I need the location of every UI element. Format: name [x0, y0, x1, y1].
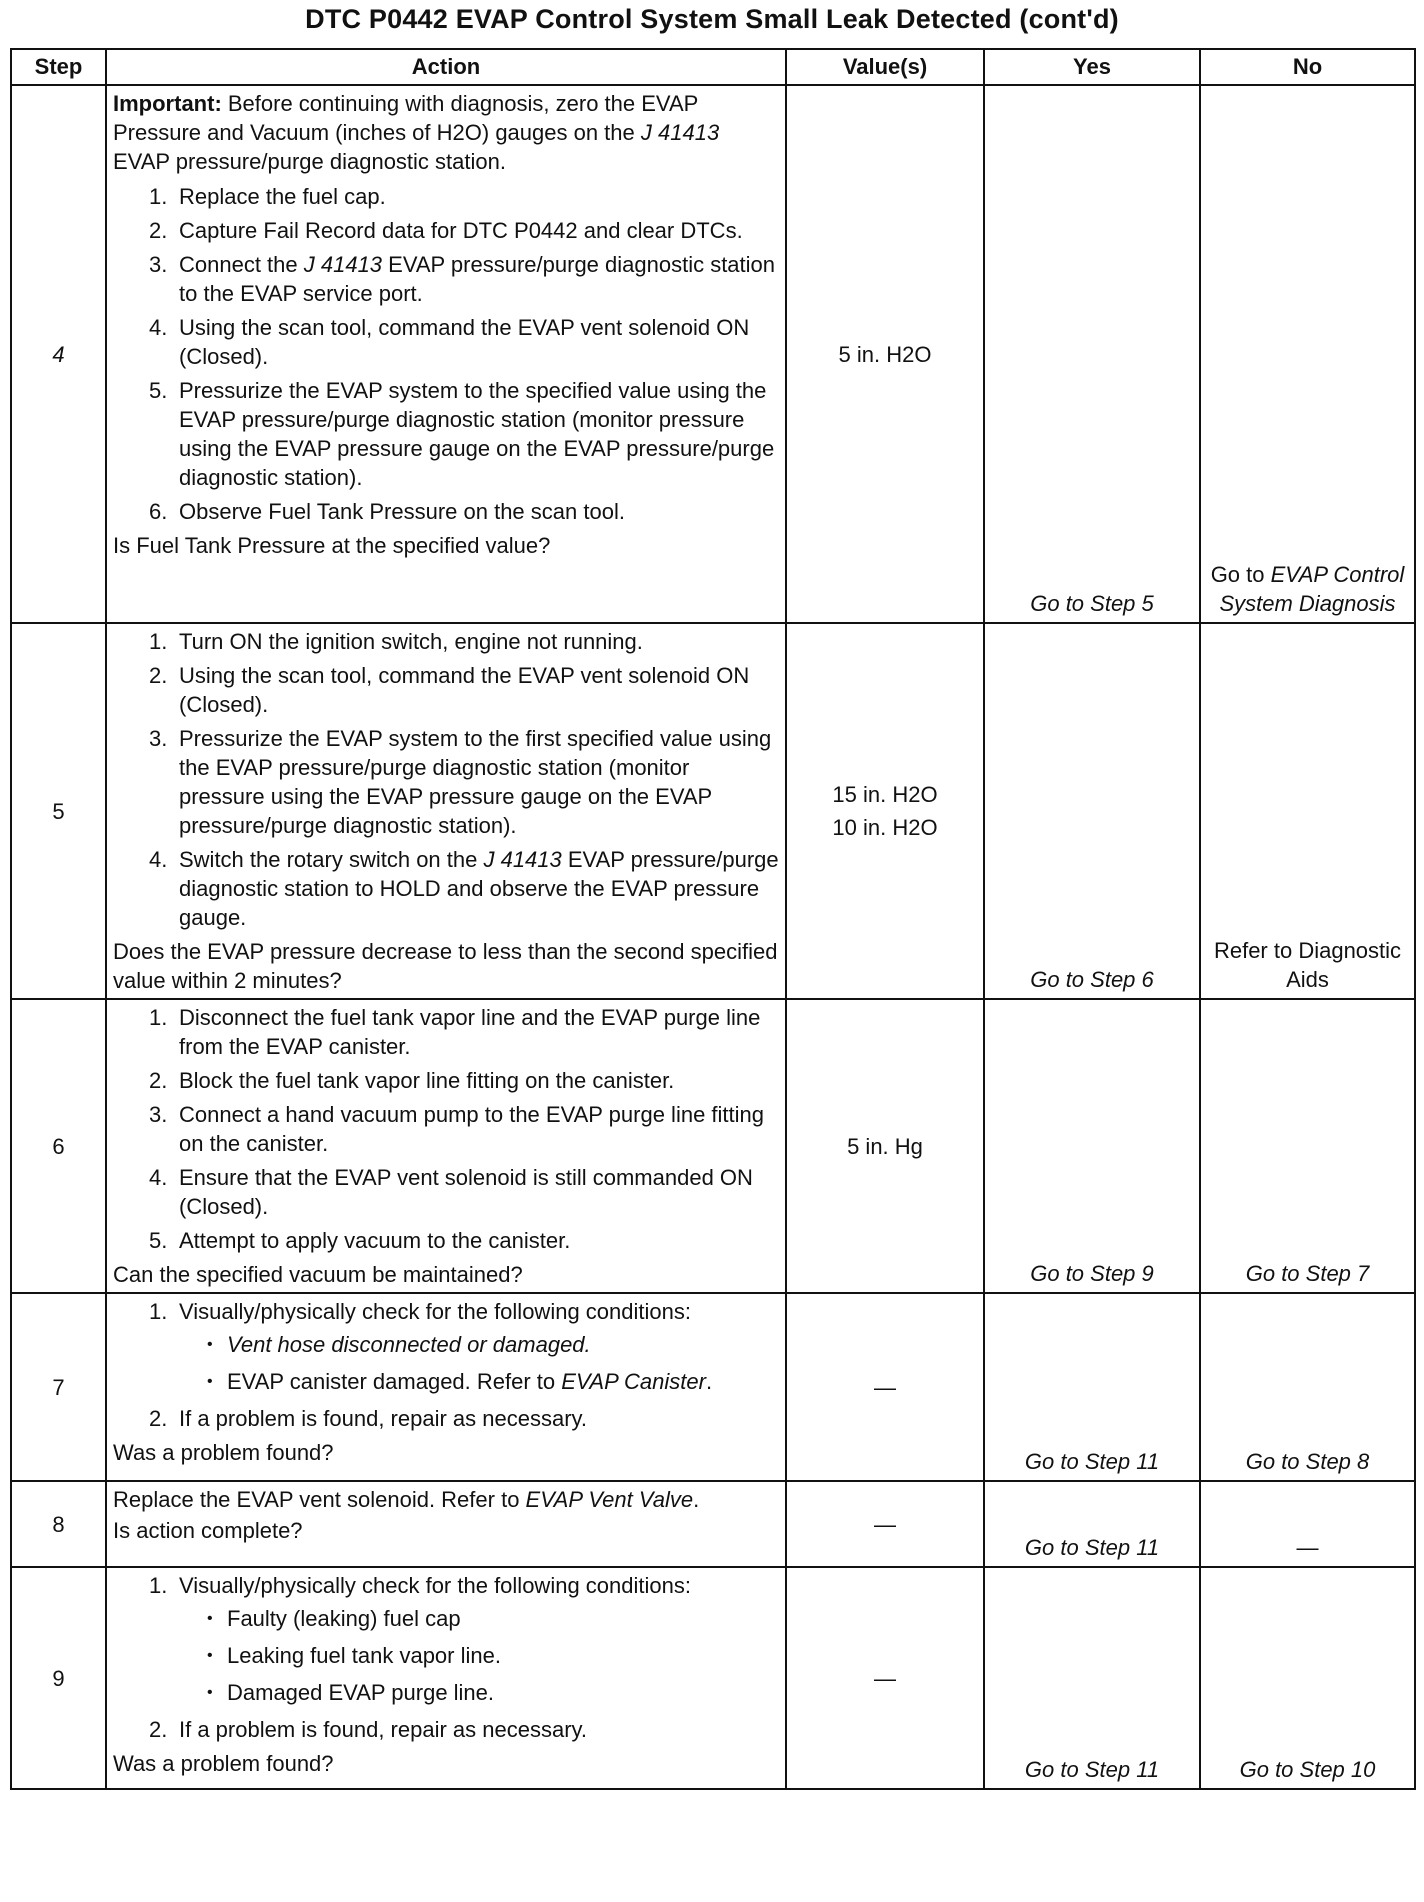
table-row	[11, 999, 1415, 1293]
no-cell: Go to EVAP Control System Diagnosis	[1200, 85, 1415, 623]
step-number: 6	[11, 999, 106, 1293]
procedure-link: EVAP Control System Diagnosis	[1219, 562, 1405, 616]
list-item: • Damaged EVAP purge line.	[207, 1678, 779, 1707]
tool-ref: J 41413	[303, 252, 383, 277]
value-cell: —	[786, 1481, 984, 1567]
action-cell	[106, 1481, 786, 1567]
page-title: DTC P0442 EVAP Control System Small Leak Detected (cont'd)	[305, 4, 1119, 34]
list-item: 2. If a problem is found, repair as necessary.	[149, 1406, 588, 1431]
list-item: 1. Replace the fuel cap.	[149, 184, 386, 209]
yes-cell: Go to Step 5	[984, 85, 1200, 623]
no-cell: Refer to Diagnostic Aids	[1200, 623, 1415, 999]
question: Is action complete?	[113, 1518, 303, 1543]
procedure-link: EVAP Canister	[561, 1369, 706, 1394]
list-item: 2. Block the fuel tank vapor line fitting on the canister.	[149, 1068, 675, 1093]
no-cell: Go to Step 7	[1200, 999, 1415, 1293]
yes-cell: Go to Step 11	[984, 1567, 1200, 1789]
question: Was a problem found?	[113, 1440, 334, 1465]
step-number: 7	[11, 1293, 106, 1481]
procedure-list	[113, 1003, 779, 1255]
question: Does the EVAP pressure decrease to less than the second specified value within 2 minutes?	[113, 939, 778, 993]
action-cell	[106, 999, 786, 1293]
yes-cell: Go to Step 9	[984, 999, 1200, 1293]
condition-list	[179, 1604, 779, 1707]
header-no: No	[1200, 49, 1415, 85]
question: Can the specified vacuum be maintained?	[113, 1262, 523, 1287]
value-cell: —	[786, 1293, 984, 1481]
table-row	[11, 1481, 1415, 1567]
step-number: 5	[11, 623, 106, 999]
list-item: • EVAP canister damaged. Refer to EVAP Canister.	[207, 1367, 779, 1396]
important-label: Important:	[113, 91, 222, 116]
header-yes: Yes	[984, 49, 1200, 85]
list-item: 2. If a problem is found, repair as necessary.	[149, 1717, 588, 1742]
procedure-list	[113, 1297, 779, 1433]
value-cell: 5 in. Hg	[786, 999, 984, 1293]
action-text: Replace the EVAP vent solenoid. Refer to EVAP Vent Valve.	[113, 1487, 700, 1512]
procedure-list	[113, 1571, 779, 1744]
step-number: 8	[11, 1481, 106, 1567]
value-first: 15 in. H2O	[832, 782, 938, 807]
list-item: • Faulty (leaking) fuel cap	[207, 1604, 779, 1633]
list-item: 2. Capture Fail Record data for DTC P0442 and clear DTCs.	[149, 218, 743, 243]
list-item: • Leaking fuel tank vapor line.	[207, 1641, 779, 1670]
list-item: 1. Visually/physically check for the following conditions: • Vent hose disconnected or damaged. • EVAP canister damaged. Refer to EVAP Canister.	[153, 1297, 779, 1396]
yes-cell: Go to Step 6	[984, 623, 1200, 999]
list-item: 5. Pressurize the EVAP system to the specified value using the EVAP pressure/purge diagnostic station (monitor pressure using the EVAP pressure gauge on the EVAP pressure/purge diagnostic station).	[149, 378, 775, 490]
procedure-list	[113, 627, 779, 932]
header-row	[11, 49, 1415, 85]
list-item: 3. Connect the J 41413 EVAP pressure/purge diagnostic station to the EVAP service port.	[149, 252, 776, 306]
table-row	[11, 1293, 1415, 1481]
header-values: Value(s)	[786, 49, 984, 85]
action-cell	[106, 623, 786, 999]
table-row	[11, 1567, 1415, 1789]
table-row	[11, 623, 1415, 999]
important-note: Important: Before continuing with diagnosis, zero the EVAP Pressure and Vacuum (inches of H2O) gauges on the J 41413 EVAP pressure/purge diagnostic station.	[113, 91, 720, 174]
list-item: 1. Visually/physically check for the following conditions: • Faulty (leaking) fuel cap • Leaking fuel tank vapor line. • Damaged EVAP purge line.	[153, 1571, 779, 1707]
condition-list	[179, 1330, 779, 1396]
list-item: 5. Attempt to apply vacuum to the canister.	[149, 1228, 571, 1253]
value-cell: 5 in. H2O	[786, 85, 984, 623]
yes-cell: Go to Step 11	[984, 1481, 1200, 1567]
action-cell	[106, 1567, 786, 1789]
list-item: 1. Turn ON the ignition switch, engine not running.	[149, 629, 643, 654]
step-number: 9	[11, 1567, 106, 1789]
list-item: 4. Switch the rotary switch on the J 41413 EVAP pressure/purge diagnostic station to HOLD and observe the EVAP pressure gauge.	[149, 847, 779, 930]
no-cell: Go to Step 10	[1200, 1567, 1415, 1789]
list-item: 1. Disconnect the fuel tank vapor line and the EVAP purge line from the EVAP canister.	[149, 1005, 761, 1059]
list-item: 4. Using the scan tool, command the EVAP vent solenoid ON (Closed).	[149, 315, 750, 369]
procedure-list	[113, 182, 779, 526]
tool-ref: J 41413	[640, 120, 720, 145]
step-number: 4	[11, 85, 106, 623]
value-cell: —	[786, 1567, 984, 1789]
value-cell	[786, 623, 984, 999]
no-cell: —	[1200, 1481, 1415, 1567]
header-step: Step	[11, 49, 106, 85]
list-item: 3. Pressurize the EVAP system to the first specified value using the EVAP pressure/purge diagnostic station (monitor pressure using the EVAP pressure gauge on the EVAP pressure/purge diagnostic station).	[149, 726, 772, 838]
question: Is Fuel Tank Pressure at the specified value?	[113, 533, 551, 558]
yes-cell: Go to Step 11	[984, 1293, 1200, 1481]
list-item: 6. Observe Fuel Tank Pressure on the scan tool.	[149, 499, 625, 524]
no-cell: Go to Step 8	[1200, 1293, 1415, 1481]
value-second: 10 in. H2O	[832, 815, 938, 840]
procedure-link: EVAP Vent Valve	[525, 1487, 694, 1512]
action-cell	[106, 85, 786, 623]
table-row	[11, 85, 1415, 623]
action-cell	[106, 1293, 786, 1481]
list-item: 2. Using the scan tool, command the EVAP vent solenoid ON (Closed).	[149, 663, 750, 717]
list-item: 3. Connect a hand vacuum pump to the EVAP purge line fitting on the canister.	[149, 1102, 764, 1156]
header-action: Action	[106, 49, 786, 85]
list-item: • Vent hose disconnected or damaged.	[207, 1330, 779, 1359]
list-item: 4. Ensure that the EVAP vent solenoid is still commanded ON (Closed).	[149, 1165, 753, 1219]
tool-ref: J 41413	[483, 847, 562, 872]
question: Was a problem found?	[113, 1751, 334, 1776]
diagnostic-table	[10, 48, 1416, 1790]
